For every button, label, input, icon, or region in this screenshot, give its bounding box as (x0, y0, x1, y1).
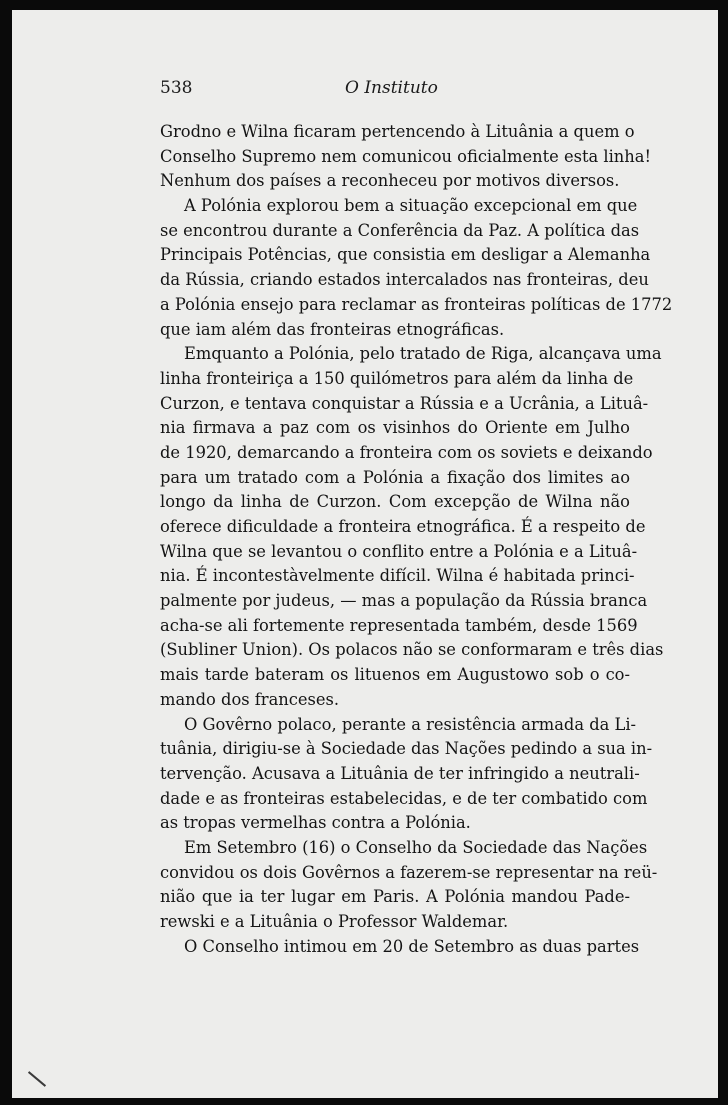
text-line: a Polónia ensejo para reclamar as fronteiras políticas de 1772 (160, 294, 673, 314)
text-line: da Rússia, criando estados intercalados nas fronteiras, deu (160, 270, 649, 290)
text-line: rewski e a Lituânia o Professor Waldemar. (160, 912, 509, 931)
text-line: acha-se ali fortemente representada também, desde 1569 (160, 615, 638, 635)
text-line: longo da linha de Curzon. Com excepção de Wilna não (160, 492, 630, 512)
text-line: O Conselho intimou em 20 de Setembro as duas partes (184, 936, 640, 956)
text-line: linha fronteiriça a 150 quilómetros para além da linha de (160, 368, 634, 388)
text-line: oferece dificuldade a fronteira etnográfica. É a respeito de (160, 517, 646, 536)
text-line: Grodno e Wilna ficaram pertencendo à Lituânia a quem o (160, 122, 635, 141)
text-line: Em Setembro (16) o Conselho da Sociedade das Nações (184, 837, 648, 857)
page-header (160, 78, 650, 108)
text-line: Wilna que se levantou o conflito entre a Polónia e a Lituâ- (160, 541, 638, 561)
text-line: Curzon, e tentava conquistar a Rússia e a Ucrânia, a Lituâ- (160, 393, 649, 413)
text-line: para um tratado com a Polónia a fixação dos limites ao (160, 467, 630, 487)
text-line: O Govêrno polaco, perante a resistência armada da Li- (184, 714, 637, 734)
text-line: se encontrou durante a Conferência da Paz. A política das (160, 220, 640, 240)
text-line: as tropas vermelhas contra a Polónia. (160, 813, 471, 833)
text-line: que iam além das fronteiras etnográficas. (160, 319, 505, 339)
book-page (12, 10, 718, 1098)
text-line: tervenção. Acusava a Lituânia de ter infringido a neutrali- (160, 763, 640, 783)
text-line: Emquanto a Polónia, pelo tratado de Riga, alcançava uma (184, 344, 662, 364)
running-title: O Instituto (345, 78, 438, 98)
text-line: mando dos franceses. (160, 689, 340, 709)
body-text (160, 120, 673, 959)
page-number: 538 (160, 78, 193, 98)
text-line: dade e as fronteiras estabelecidas, e de ter combatido com (160, 788, 648, 808)
text-line: de 1920, demarcando a fronteira com os soviets e deixando (160, 442, 653, 462)
text-line: nia firmava a paz com os visinhos do Oriente em Julho (160, 418, 630, 438)
text-line: A Polónia explorou bem a situação excepcional em que (184, 196, 638, 216)
text-line: nião que ia ter lugar em Paris. A Polónia mandou Pade- (160, 887, 630, 907)
text-line: mais tarde bateram os lituenos em Augustowo sob o co- (160, 665, 630, 685)
text-line: nia. É incontestàvelmente difícil. Wilna é habitada princi- (160, 566, 635, 586)
text-line: Principais Potências, que consistia em desligar a Alemanha (160, 245, 651, 265)
text-line: Nenhum dos países a reconheceu por motivos diversos. (160, 171, 620, 191)
text-line: palmente por judeus, — mas a população da Rússia branca (160, 591, 648, 611)
scan-corner-mark (28, 1071, 46, 1087)
text-line: Conselho Supremo nem comunicou oficialmente esta linha! (160, 146, 652, 166)
text-line: (Subliner Union). Os polacos não se conformaram e três dias (160, 640, 664, 660)
text-line: convidou os dois Govêrnos a fazerem-se representar na reü- (160, 862, 658, 882)
text-line: tuânia, dirigiu-se à Sociedade das Nações pedindo a sua in- (160, 739, 653, 759)
